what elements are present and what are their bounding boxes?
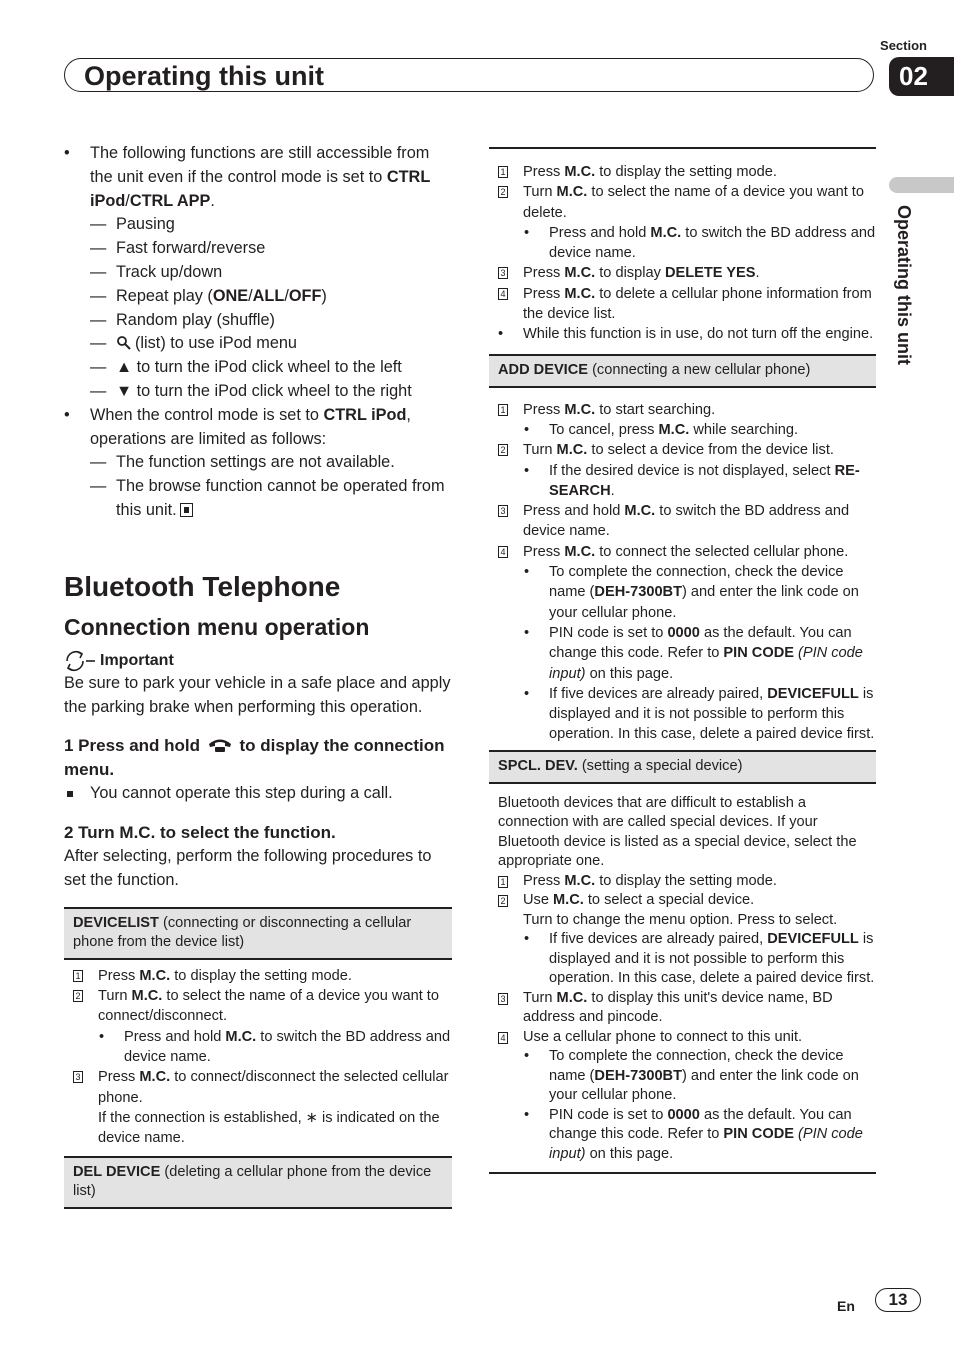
section-label: Section: [880, 38, 927, 53]
dash-item: — Fast forward/reverse: [90, 239, 266, 258]
list-item: 4 Press M.C. to connect the selected cellular phone.: [495, 542, 876, 562]
special-device-header: SPCL. DEV. (setting a special device): [489, 750, 876, 784]
list-subitem: • Press and hold M.C. to switch the BD address and device name.: [70, 1027, 452, 1068]
list-item: 2 Turn M.C. to select the name of a device you want to delete.: [495, 182, 876, 223]
list-item: 1 Press M.C. to display the setting mode.: [495, 872, 876, 892]
list-item: 1 Press M.C. to display the setting mode.: [70, 966, 452, 986]
list-item: 4 Use a cellular phone to connect to this unit.: [495, 1028, 876, 1048]
important-label: Important: [64, 650, 452, 672]
list-note: If the connection is established, ∗ is indicated on the device name.: [98, 1109, 440, 1147]
dash-item: — The browse function cannot be operated from this unit.: [90, 477, 445, 519]
search-icon: [116, 335, 132, 350]
list-subitem: • If the desired device is not displayed, select RE-SEARCH.: [495, 461, 876, 502]
step-2-heading: 2 Turn M.C. to select the function.: [64, 823, 336, 843]
special-device-intro: Bluetooth devices that are difficult to establish a connection with are called special devices. If your Bluetooth device is listed as a special device, select the appropriate one.: [498, 794, 857, 870]
special-device-body: [489, 784, 876, 1169]
end-mark-icon: [180, 503, 193, 517]
add-device-body: [489, 388, 876, 749]
list-item: 1 Press M.C. to start searching.: [495, 400, 876, 420]
list-item: 2 Turn M.C. to select a device from the device list.: [495, 440, 876, 460]
devicelist-header: DEVICELIST (connecting or disconnecting a cellular phone from the device list): [64, 907, 452, 960]
list-subitem: • To complete the connection, check the device name (DEH-7300BT) and enter the link code on your cellular phone.: [495, 562, 876, 623]
bullet-control-mode: • When the control mode is set to CTRL iPod, operations are limited as follows:: [64, 404, 452, 452]
dash-item-repeat: — Repeat play (ONE/ALL/OFF): [90, 286, 327, 305]
dash-item: — ▲ to turn the iPod click wheel to the left: [90, 358, 402, 377]
list-subitem: • If five devices are already paired, DEVICEFULL is displayed and it is not possible to perform this operation. In this case, delete a paired device first.: [495, 684, 876, 745]
bullet-accessible-functions: • The following functions are still accessible from the unit even if the control mode is set to CTRL iPod/CTRL APP.: [64, 142, 452, 213]
step-1-note: You cannot operate this step during a call.: [64, 782, 452, 806]
divider: [489, 1172, 876, 1174]
list-item: 3 Press M.C. to display DELETE YES.: [495, 263, 876, 283]
language-label: En: [837, 1298, 855, 1314]
important-text: Be sure to park your vehicle in a safe place and apply the parking brake when performing this operation.: [64, 673, 451, 716]
list-item: 1 Press M.C. to display the setting mode.: [495, 162, 876, 182]
devicelist-body: [64, 960, 452, 1153]
step-2-text: After selecting, perform the following procedures to set the function.: [64, 847, 432, 889]
list-item: 3 Press and hold M.C. to switch the BD address and device name.: [495, 501, 876, 542]
left-column: [64, 142, 452, 1209]
dash-item: — Random play (shuffle): [90, 310, 275, 329]
deldevice-header: DEL DEVICE (deleting a cellular phone from the device list): [64, 1156, 452, 1209]
phone-icon: [207, 737, 233, 753]
subsection-heading: Connection menu operation: [64, 613, 370, 640]
list-item: 3 Turn M.C. to display this unit's device name, BD address and pincode.: [495, 989, 876, 1028]
list-item: 2 Use M.C. to select a special device.: [495, 891, 876, 911]
side-tab: [889, 177, 954, 193]
list-subitem: • PIN code is set to 0000 as the default. You can change this code. Refer to PIN CODE (PIN code input) on this page.: [495, 1106, 876, 1165]
page-title: Operating this unit: [84, 61, 324, 91]
section-heading: Bluetooth Telephone: [64, 570, 341, 602]
list-item: 3 Press M.C. to connect/disconnect the selected cellular phone.: [70, 1067, 452, 1108]
list-note: • While this function is in use, do not turn off the engine.: [495, 324, 876, 344]
list-subitem: • Press and hold M.C. to switch the BD address and device name.: [495, 223, 876, 264]
step-1-heading: 1 Press and hold to display the connection menu.: [64, 736, 445, 780]
list-subitem: • PIN code is set to 0000 as the default. You can change this code. Refer to PIN CODE (PIN code input) on this page.: [495, 623, 876, 684]
important-icon: [64, 650, 96, 672]
list-subitem: • To cancel, press M.C. while searching.: [495, 420, 876, 440]
list-item: 2 Turn M.C. to select the name of a device you want to connect/disconnect.: [70, 986, 452, 1027]
list-subitem: • If five devices are already paired, DEVICEFULL is displayed and it is not possible to perform this operation. In this case, delete a paired device first.: [495, 930, 876, 989]
dash-item: — Track up/down: [90, 262, 223, 281]
deldevice-body: [489, 149, 876, 349]
list-item: 4 Press M.C. to delete a cellular phone information from the device list.: [495, 284, 876, 325]
right-column: [489, 147, 876, 1174]
dash-item: — Pausing: [90, 215, 175, 234]
side-tab-text: Operating this unit: [894, 205, 914, 365]
dash-item-list: — (list) to use iPod menu: [90, 334, 297, 353]
add-device-header: ADD DEVICE (connecting a new cellular phone): [489, 354, 876, 388]
list-note: Turn to change the menu option. Press to select.: [523, 911, 838, 928]
page-number: 13: [875, 1288, 921, 1312]
dash-item: — The function settings are not available.: [90, 453, 395, 472]
dash-item: — ▼ to turn the iPod click wheel to the right: [90, 381, 412, 400]
list-subitem: • To complete the connection, check the device name (DEH-7300BT) and enter the link code on your cellular phone.: [495, 1047, 876, 1106]
section-number-badge: 02: [889, 57, 954, 96]
